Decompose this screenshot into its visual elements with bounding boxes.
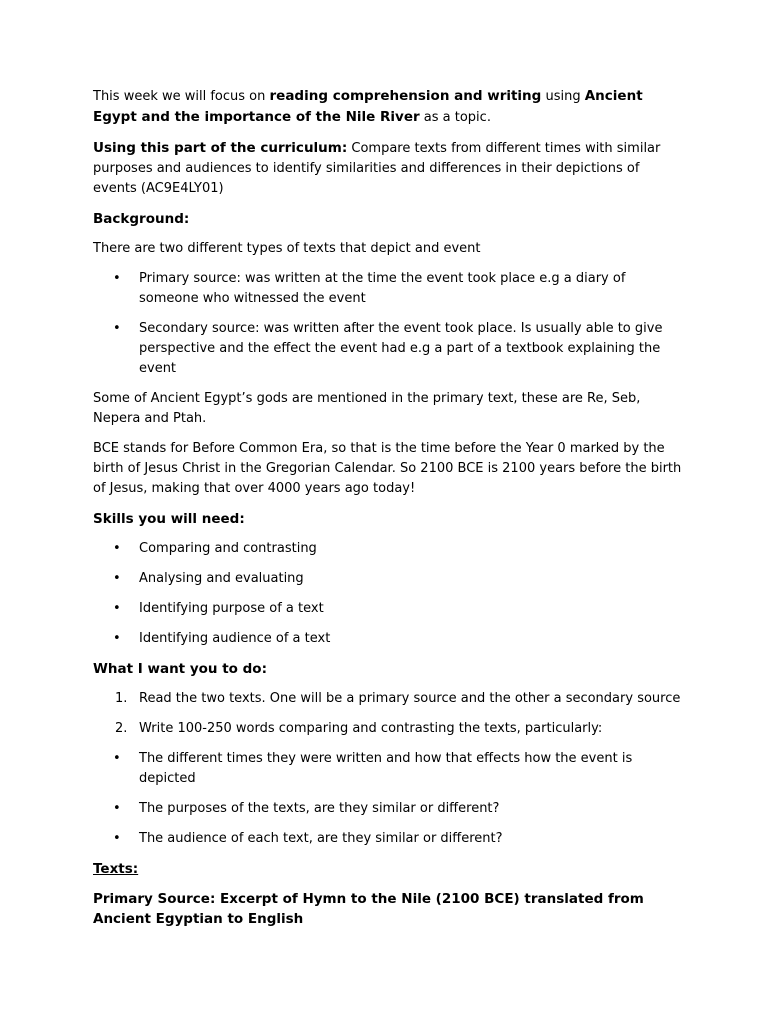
list-item <box>93 629 683 649</box>
bullet-icon: • <box>113 831 121 846</box>
bullet-icon: • <box>113 631 121 646</box>
task-heading: What I want you to do: <box>93 661 267 677</box>
list-item <box>93 689 683 709</box>
bce-paragraph: BCE stands for Before Common Era, so that is the time before the Year 0 marked by the birth of Jesus Christ in the Gregorian Calendar. So 2100 BCE is 2100 years before the birth of Jesus, making that over 4000 years ago today! <box>93 441 682 496</box>
bullet-icon: • <box>113 321 121 336</box>
intro-text: This week we will focus on <box>93 89 270 104</box>
skills-heading: Skills you will need: <box>93 511 245 527</box>
bullet-icon: • <box>113 571 121 586</box>
bullet-icon: • <box>113 751 121 766</box>
intro-text: as a topic. <box>419 110 491 125</box>
list-item-text: The audience of each text, are they similar or different? <box>139 831 503 846</box>
list-item <box>93 749 683 789</box>
list-item-text: Analysing and evaluating <box>139 571 304 586</box>
list-item-text: Identifying audience of a text <box>139 631 331 646</box>
gods-paragraph: Some of Ancient Egypt’s gods are mentioned in the primary text, these are Re, Seb, Nepera and Ptah. <box>93 391 641 426</box>
background-heading: Background: <box>93 211 190 227</box>
bullet-icon: • <box>113 541 121 556</box>
list-item-text: Identifying purpose of a text <box>139 601 324 616</box>
list-item-text: Primary source: was written at the time the event took place e.g a diary of someone who witnessed the event <box>139 271 626 306</box>
list-number: 1. <box>115 691 128 706</box>
skills-list <box>93 539 683 649</box>
curriculum-paragraph <box>93 138 683 199</box>
background-intro: There are two different types of texts that depict and event <box>93 241 481 256</box>
bullet-icon: • <box>113 601 121 616</box>
task-numbered-list <box>93 689 683 739</box>
document-body <box>93 86 683 939</box>
list-item <box>93 539 683 559</box>
bullet-icon: • <box>113 801 121 816</box>
list-item <box>93 599 683 619</box>
intro-bold-topic: Ancient Egypt and the importance of the Nile River <box>93 88 643 125</box>
primary-source-title: Primary Source: Excerpt of Hymn to the Nile (2100 BCE) translated from Ancient Egyptian to English <box>93 891 644 927</box>
list-item <box>93 799 683 819</box>
task-bullet-list <box>93 749 683 849</box>
list-item <box>93 829 683 849</box>
list-item <box>93 319 683 379</box>
bullet-icon: • <box>113 271 121 286</box>
list-item-text: Secondary source: was written after the event took place. Is usually able to give perspective and the effect the event had e.g a part of a textbook explaining the event <box>139 321 663 376</box>
list-item-text: Read the two texts. One will be a primary source and the other a secondary source <box>139 691 681 706</box>
intro-paragraph <box>93 86 683 128</box>
list-item-text: Comparing and contrasting <box>139 541 317 556</box>
texts-heading: Texts: <box>93 861 139 877</box>
list-item <box>93 569 683 589</box>
list-item-text: The different times they were written and how that effects how the event is depicted <box>139 751 633 786</box>
curriculum-label: Using this part of the curriculum: <box>93 140 348 156</box>
list-item <box>93 269 683 309</box>
source-types-list <box>93 269 683 379</box>
list-item <box>93 719 683 739</box>
list-item-text: The purposes of the texts, are they similar or different? <box>139 801 500 816</box>
list-item-text: Write 100-250 words comparing and contrasting the texts, particularly: <box>139 721 603 736</box>
intro-text: using <box>541 89 585 104</box>
curriculum-text: Compare texts from different times with similar purposes and audiences to identify similarities and differences in their depictions of events (AC9E4LY01) <box>93 141 661 196</box>
list-number: 2. <box>115 721 128 736</box>
intro-bold-focus: reading comprehension and writing <box>269 88 542 104</box>
